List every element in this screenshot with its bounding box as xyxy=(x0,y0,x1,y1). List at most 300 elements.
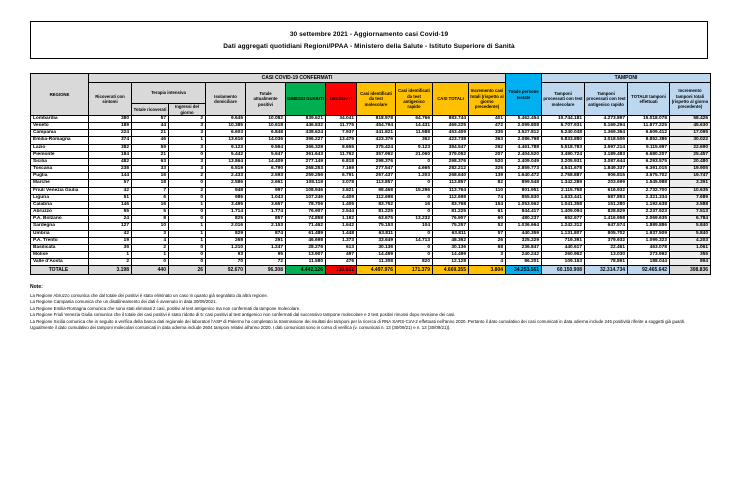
value-cell: 441.821 xyxy=(357,130,396,137)
value-cell: 0 xyxy=(169,259,206,266)
value-cell: 308.836 xyxy=(670,266,711,275)
table-header xyxy=(31,74,711,116)
value-cell: 3 xyxy=(169,166,206,173)
value-cell: 238 xyxy=(89,166,132,173)
value-cell: 13.232 xyxy=(396,216,433,223)
value-cell: 2.593 xyxy=(246,173,286,180)
value-cell: 45.630 xyxy=(670,123,711,130)
value-cell: 2 xyxy=(89,259,132,266)
value-cell: 1 xyxy=(169,223,206,230)
value-cell: 357.992 xyxy=(357,151,396,158)
value-cell: 108.118 xyxy=(286,180,326,187)
header-incremento-casi: Incremento casi totali (rispetto al giorno precedente) xyxy=(469,83,506,116)
value-cell: 4 xyxy=(469,259,506,266)
value-cell: 108.946 xyxy=(286,187,326,194)
value-cell: 19 xyxy=(89,237,132,244)
value-cell: 480.237 xyxy=(506,216,542,223)
value-cell: 268.253 xyxy=(286,166,326,173)
value-cell: 10 xyxy=(132,223,169,230)
value-cell: 0 xyxy=(396,230,433,237)
value-cell: 3.495 xyxy=(206,201,246,208)
value-cell: 11.588 xyxy=(396,130,433,137)
value-cell: 801.951 xyxy=(506,187,542,194)
value-cell: 72 xyxy=(246,259,286,266)
table-row xyxy=(31,137,711,144)
value-cell: 855.830 xyxy=(506,194,542,201)
value-cell: 7.513 xyxy=(670,209,711,216)
value-cell: 4.203 xyxy=(670,237,711,244)
value-cell: 14.036 xyxy=(246,137,286,144)
value-cell: 11.877.225 xyxy=(628,123,670,130)
value-cell: 109.153 xyxy=(542,259,585,266)
value-cell: 3.675.702 xyxy=(628,173,670,180)
value-cell: 5.840 xyxy=(670,230,711,237)
table-row xyxy=(31,194,711,201)
value-cell: 1.192 xyxy=(326,216,357,223)
value-cell: 2.544 xyxy=(326,209,357,216)
value-cell: 1.203 xyxy=(396,173,433,180)
value-cell: 10.385 xyxy=(206,123,246,130)
value-cell: 4.409 xyxy=(326,194,357,201)
value-cell: 11.762 xyxy=(326,151,357,158)
region-name-cell: Emilia-Romagna xyxy=(31,137,89,144)
value-cell: 362 xyxy=(396,137,433,144)
value-cell: 240.242 xyxy=(506,251,542,258)
table-row xyxy=(31,130,711,137)
value-cell: 95 xyxy=(246,251,286,258)
value-cell: 2 xyxy=(169,173,206,180)
table-row xyxy=(31,144,711,151)
value-cell: 997 xyxy=(246,187,286,194)
value-cell: 0 xyxy=(169,209,206,216)
value-cell: 5 xyxy=(132,209,169,216)
value-cell: 3 xyxy=(169,144,206,151)
value-cell: 825 xyxy=(206,216,246,223)
value-cell: 30.136 xyxy=(433,244,469,251)
value-cell: 57 xyxy=(469,230,506,237)
value-cell: 151.280 xyxy=(585,201,628,208)
totale-label-cell: TOTALE xyxy=(31,266,89,275)
value-cell: 14.409 xyxy=(246,158,286,165)
covid-data-table xyxy=(30,73,711,275)
table-row xyxy=(31,123,711,130)
value-cell: 13.616 xyxy=(206,137,246,144)
value-cell: 355 xyxy=(670,251,711,258)
value-cell: 25.457 xyxy=(670,151,711,158)
region-name-cell: Campania xyxy=(31,130,89,137)
value-cell: 13.030 xyxy=(585,251,628,258)
value-cell: 2.086.798 xyxy=(506,137,542,144)
value-cell: 3 xyxy=(169,158,206,165)
value-cell: 1.405 xyxy=(326,201,357,208)
value-cell: 63.811 xyxy=(357,230,396,237)
value-cell: 382 xyxy=(89,144,132,151)
value-cell: 63.811 xyxy=(433,230,469,237)
value-cell: 82 xyxy=(469,180,506,187)
region-name-cell: Valle d'Aosta xyxy=(31,259,89,266)
region-name-cell: Lombardia xyxy=(31,116,89,123)
value-cell: 51 xyxy=(89,194,132,201)
value-cell: 2 xyxy=(169,116,206,123)
value-cell: 647.574 xyxy=(585,223,628,230)
region-name-cell: P.A. Trento xyxy=(31,237,89,244)
table-row xyxy=(31,187,711,194)
value-cell: 74.858 xyxy=(286,216,326,223)
value-cell: 1.061 xyxy=(670,244,711,251)
value-cell: 10.082 xyxy=(246,116,286,123)
value-cell: 1 xyxy=(169,201,206,208)
value-cell: 203.699 xyxy=(585,180,628,187)
table-row xyxy=(31,251,711,258)
value-cell: 2.404.520 xyxy=(506,151,542,158)
value-cell: 1 xyxy=(169,230,206,237)
value-cell: 5.442 xyxy=(206,151,246,158)
value-cell: 3.597.214 xyxy=(585,144,628,151)
value-cell: 5.518.783 xyxy=(542,144,585,151)
value-cell: 3.205.931 xyxy=(542,158,585,165)
value-cell: 21.060 xyxy=(396,151,433,158)
value-cell: 15.296 xyxy=(396,187,433,194)
header-ti-ingressi: Ingressi del giorno xyxy=(169,104,206,116)
value-cell: 1 xyxy=(132,251,169,258)
value-cell: 2.433 xyxy=(206,173,246,180)
value-cell: 2.732.700 xyxy=(628,187,670,194)
value-cell: 374 xyxy=(89,137,132,144)
value-cell: 3.527.812 xyxy=(506,130,542,137)
value-cell: 6.391.015 xyxy=(628,166,670,173)
value-cell: 366.328 xyxy=(286,144,326,151)
value-cell: 652.677 xyxy=(542,216,585,223)
value-cell: 3.657 xyxy=(246,201,286,208)
value-cell: 325.229 xyxy=(506,237,542,244)
value-cell: 4.665 xyxy=(396,166,433,173)
header-band-tamponi: TAMPONI xyxy=(542,74,711,83)
region-name-cell: Calabria xyxy=(31,201,89,208)
value-cell: 71.462 xyxy=(286,223,326,230)
value-cell: 92.465.642 xyxy=(628,266,670,275)
header-terapia-intensiva: Terapia intensiva xyxy=(132,83,206,104)
value-cell: 93 xyxy=(206,251,246,258)
value-cell: 57 xyxy=(89,180,132,187)
value-cell: 2.661 xyxy=(246,180,286,187)
value-cell: 440.617 xyxy=(542,244,585,251)
value-cell: 453.409 xyxy=(433,130,469,137)
value-cell: 127 xyxy=(89,223,132,230)
value-cell: 1.774 xyxy=(246,209,286,216)
value-cell: 325 xyxy=(469,166,506,173)
value-cell: 4.442.126 xyxy=(286,266,326,275)
value-cell: 6.791 xyxy=(326,173,357,180)
value-cell: 60 xyxy=(469,216,506,223)
value-cell: 0 xyxy=(169,194,206,201)
value-cell: 15.018.078 xyxy=(628,116,670,123)
value-cell: 2.153 xyxy=(246,223,286,230)
value-cell: 472 xyxy=(469,123,506,130)
region-name-cell: Veneto xyxy=(31,123,89,130)
table-row xyxy=(31,216,711,223)
value-cell: 1.640.472 xyxy=(506,173,542,180)
value-cell: 68 xyxy=(469,244,506,251)
table-row xyxy=(31,158,711,165)
header-ti-totale: Totale ricoverati xyxy=(132,104,169,116)
value-cell: 4.497.976 xyxy=(357,266,396,275)
value-cell: 2.237.923 xyxy=(628,209,670,216)
value-cell: 1.369.364 xyxy=(585,130,628,137)
value-cell: 5.833.880 xyxy=(542,137,585,144)
value-cell: 78.891 xyxy=(585,259,628,266)
value-cell: 1.448 xyxy=(326,230,357,237)
value-cell: 440 xyxy=(132,266,169,275)
region-name-cell: Marche xyxy=(31,180,89,187)
value-cell: 396.227 xyxy=(286,137,326,144)
value-cell: 818.978 xyxy=(357,116,396,123)
value-cell: 207 xyxy=(469,151,506,158)
value-cell: 6.784 xyxy=(670,216,711,223)
value-cell: 154 xyxy=(469,201,506,208)
value-cell: 112.698 xyxy=(357,194,396,201)
header-dimessi-guariti: DIMESSI GUARITI xyxy=(286,83,326,116)
value-cell: 34.253.561 xyxy=(506,266,542,275)
value-cell: 18 xyxy=(132,180,169,187)
value-cell: 4.541.678 xyxy=(542,166,585,173)
value-cell: 6.818 xyxy=(326,158,357,165)
value-cell: 0 xyxy=(396,194,433,201)
value-cell: 146 xyxy=(89,201,132,208)
value-cell: 3.018.506 xyxy=(585,137,628,144)
value-cell: 616.932 xyxy=(585,187,628,194)
value-cell: 379.052 xyxy=(433,151,469,158)
value-cell: 1.416.958 xyxy=(585,216,628,223)
value-cell: 0 xyxy=(169,244,206,251)
value-cell: 948 xyxy=(206,187,246,194)
value-cell: 3.588 xyxy=(670,201,711,208)
notes-title: Note: xyxy=(30,284,43,290)
value-cell: 42 xyxy=(89,230,132,237)
value-cell: 2.099.808 xyxy=(506,123,542,130)
value-cell: 7 xyxy=(132,187,169,194)
value-cell: 520 xyxy=(469,158,506,165)
notes-section xyxy=(30,284,690,331)
value-cell: 8.655 xyxy=(326,144,357,151)
value-cell: 273.992 xyxy=(628,251,670,258)
value-cell: 8.852.386 xyxy=(628,137,670,144)
value-cell: 7.689 xyxy=(670,194,711,201)
table-row xyxy=(31,230,711,237)
header-casi-molecolare: Casi identificati da test molecolare xyxy=(357,83,396,116)
value-cell: 113.857 xyxy=(357,180,396,187)
value-cell: 438.624 xyxy=(286,130,326,137)
value-cell: 1 xyxy=(169,237,206,244)
region-name-cell: Toscana xyxy=(31,166,89,173)
value-cell: 104 xyxy=(396,223,433,230)
value-cell: 463.078 xyxy=(628,244,670,251)
value-cell: 1.192.638 xyxy=(628,201,670,208)
value-cell: 2 xyxy=(132,244,169,251)
region-name-cell: Puglia xyxy=(31,173,89,180)
value-cell: 401 xyxy=(469,116,506,123)
value-cell: 55 xyxy=(89,209,132,216)
value-cell: 26 xyxy=(469,237,506,244)
value-cell: 440.359 xyxy=(506,230,542,237)
value-cell: 81.225 xyxy=(357,209,396,216)
value-cell: 986 xyxy=(206,194,246,201)
value-cell: 268 xyxy=(206,237,246,244)
value-cell: 298.376 xyxy=(433,158,469,165)
table-row xyxy=(31,151,711,158)
value-cell: 6.790 xyxy=(246,166,286,173)
value-cell: 107.246 xyxy=(286,194,326,201)
value-cell: 282.212 xyxy=(433,166,469,173)
value-cell: 61 xyxy=(469,209,506,216)
value-cell: 0 xyxy=(396,244,433,251)
value-cell: 375.424 xyxy=(357,144,396,151)
table-row xyxy=(31,209,711,216)
value-cell: 268.640 xyxy=(433,173,469,180)
value-cell: 83.768 xyxy=(433,201,469,208)
value-cell: 446.832 xyxy=(286,123,326,130)
value-cell: 3.821 xyxy=(326,187,357,194)
header-ricoverati: Ricoverati con sintomi xyxy=(89,83,132,116)
value-cell: 3.391 xyxy=(670,180,711,187)
region-name-cell: Lazio xyxy=(31,144,89,151)
value-cell: 363 xyxy=(469,137,506,144)
value-cell: 144 xyxy=(89,173,132,180)
region-name-cell: Basilicata xyxy=(31,244,89,251)
header-casi-antigenico: Casi identificati da test antigenico rapido xyxy=(396,83,433,116)
value-cell: 1.210 xyxy=(206,244,246,251)
value-cell: 6 xyxy=(132,194,169,201)
value-cell: 9.123 xyxy=(396,144,433,151)
value-cell: 1 xyxy=(89,251,132,258)
region-name-cell: Piemonte xyxy=(31,151,89,158)
value-cell: 3.804 xyxy=(469,266,506,275)
value-cell: 9.645 xyxy=(206,116,246,123)
note-item: La Regione Campania comunica che un disallineamento dei dati è avvenuto in data 30/09/2021. xyxy=(30,299,217,305)
header-isolamento: Isolamento domiciliare xyxy=(206,83,246,116)
value-cell: 76.907 xyxy=(433,216,469,223)
value-cell: 0 xyxy=(396,180,433,187)
value-cell: 5.647 xyxy=(246,151,286,158)
value-cell: 184 xyxy=(89,151,132,158)
value-cell: 7.169 xyxy=(326,166,357,173)
table-row xyxy=(31,173,711,180)
totale-row xyxy=(31,266,711,275)
value-cell: 188.044 xyxy=(628,259,670,266)
value-cell: 10.635 xyxy=(670,187,711,194)
value-cell: 30.022 xyxy=(670,137,711,144)
value-cell: 3 xyxy=(469,251,506,258)
value-cell: 5.840 xyxy=(670,223,711,230)
value-cell: 171.379 xyxy=(396,266,433,275)
value-cell: 6.293.575 xyxy=(628,158,670,165)
value-cell: 2.321.334 xyxy=(628,194,670,201)
value-cell: 98.468 xyxy=(357,187,396,194)
header-tamponi-totale: TOTALE tamponi effettuati xyxy=(628,83,670,116)
table-row xyxy=(31,244,711,251)
value-cell: 380 xyxy=(89,116,132,123)
value-cell: 19.905 xyxy=(670,166,711,173)
value-cell: 17.095 xyxy=(670,130,711,137)
table-row xyxy=(31,259,711,266)
value-cell: 6.519 xyxy=(206,166,246,173)
value-cell: 11.775 xyxy=(326,123,357,130)
value-cell: 12.128 xyxy=(433,259,469,266)
value-cell: 22.690 xyxy=(670,144,711,151)
value-cell: 46 xyxy=(132,137,169,144)
value-cell: 76.907 xyxy=(286,209,326,216)
value-cell: 469.225 xyxy=(433,123,469,130)
value-cell: 0 xyxy=(396,209,433,216)
value-cell: 613 xyxy=(326,244,357,251)
value-cell: 497 xyxy=(326,251,357,258)
value-cell: 2.859.773 xyxy=(506,166,542,173)
value-cell: 61.489 xyxy=(286,230,326,237)
value-cell: 3 xyxy=(132,230,169,237)
value-cell: 0 xyxy=(396,251,433,258)
value-cell: 5.169.294 xyxy=(585,123,628,130)
value-cell: 1.849.337 xyxy=(585,166,628,173)
value-cell: 11.308 xyxy=(357,259,396,266)
value-cell: 74 xyxy=(469,194,506,201)
value-cell: 59 xyxy=(132,144,169,151)
region-name-cell: Liguria xyxy=(31,194,89,201)
value-cell: 2.409.049 xyxy=(506,158,542,165)
value-cell: 267.437 xyxy=(357,173,396,180)
value-cell: 1.036.664 xyxy=(506,223,542,230)
value-cell: 906.815 xyxy=(585,173,628,180)
value-cell: 60.150.908 xyxy=(542,266,585,275)
value-cell: 2 xyxy=(169,187,206,194)
value-cell: 58.426 xyxy=(670,116,711,123)
value-cell: 70 xyxy=(206,259,246,266)
value-cell: 48.362 xyxy=(433,237,469,244)
value-cell: 7.937 xyxy=(326,130,357,137)
value-cell: 52 xyxy=(469,223,506,230)
value-cell: 0 xyxy=(169,180,206,187)
value-cell: 277.547 xyxy=(357,166,396,173)
value-cell: 0 xyxy=(169,251,206,258)
header-positivi: Totale attualmente positivi xyxy=(246,83,286,116)
value-cell: 0 xyxy=(396,158,433,165)
header-tamponi-antigenico: Tamponi processati con test antigenico rapido xyxy=(585,83,628,116)
note-item: La Regione Sicilia comunica che in seguito a verifica della banca dati regionale dei laboratori l'ASP di Palermo ha completato la trasmissione dei risultati dei tamponi per la ricerca di RNA SARS-CoV-2 effettuati nell'anno 2020. Pertanto il dato cumulativo dei casi comunicati in data odierna include 246 positività riferite a soggetti già guariti. Ugualmente il dato cumulativo dei tamponi molecolari comunicati in data odierna include 2604 tamponi relativi all'anno 2020. I dati comunicati sono in corso di verifica (v. comunicati n. 13 (30/09/21) e n. 13 (30/09/21)). xyxy=(30,318,686,330)
value-cell: 113.764 xyxy=(433,187,469,194)
notes-list xyxy=(30,293,690,331)
value-cell: 42 xyxy=(89,187,132,194)
value-cell: 454.794 xyxy=(357,123,396,130)
header-incremento-tamponi: Incremento tamponi totali (rispetto al giorno precedente) xyxy=(670,83,711,116)
value-cell: 805.702 xyxy=(585,230,628,237)
region-name-cell: Umbria xyxy=(31,230,89,237)
value-cell: 4.461.788 xyxy=(506,144,542,151)
value-cell: 33 xyxy=(132,166,169,173)
value-cell: 14.431 xyxy=(396,123,433,130)
header-regione: REGIONE xyxy=(31,74,89,116)
value-cell: 5.462.454 xyxy=(506,116,542,123)
value-cell: 92.670 xyxy=(206,266,246,275)
value-cell: 894 xyxy=(670,259,711,266)
value-cell: 19.747 xyxy=(670,173,711,180)
value-cell: 63 xyxy=(132,158,169,165)
value-cell: 22.461 xyxy=(585,244,628,251)
value-cell: 44 xyxy=(132,123,169,130)
value-cell: 10.618 xyxy=(246,123,286,130)
value-cell: 4.669.355 xyxy=(433,266,469,275)
value-cell: 13.907 xyxy=(286,251,326,258)
value-cell: 46.698 xyxy=(286,237,326,244)
value-cell: 6.603 xyxy=(206,130,246,137)
value-cell: 2.586 xyxy=(206,180,246,187)
